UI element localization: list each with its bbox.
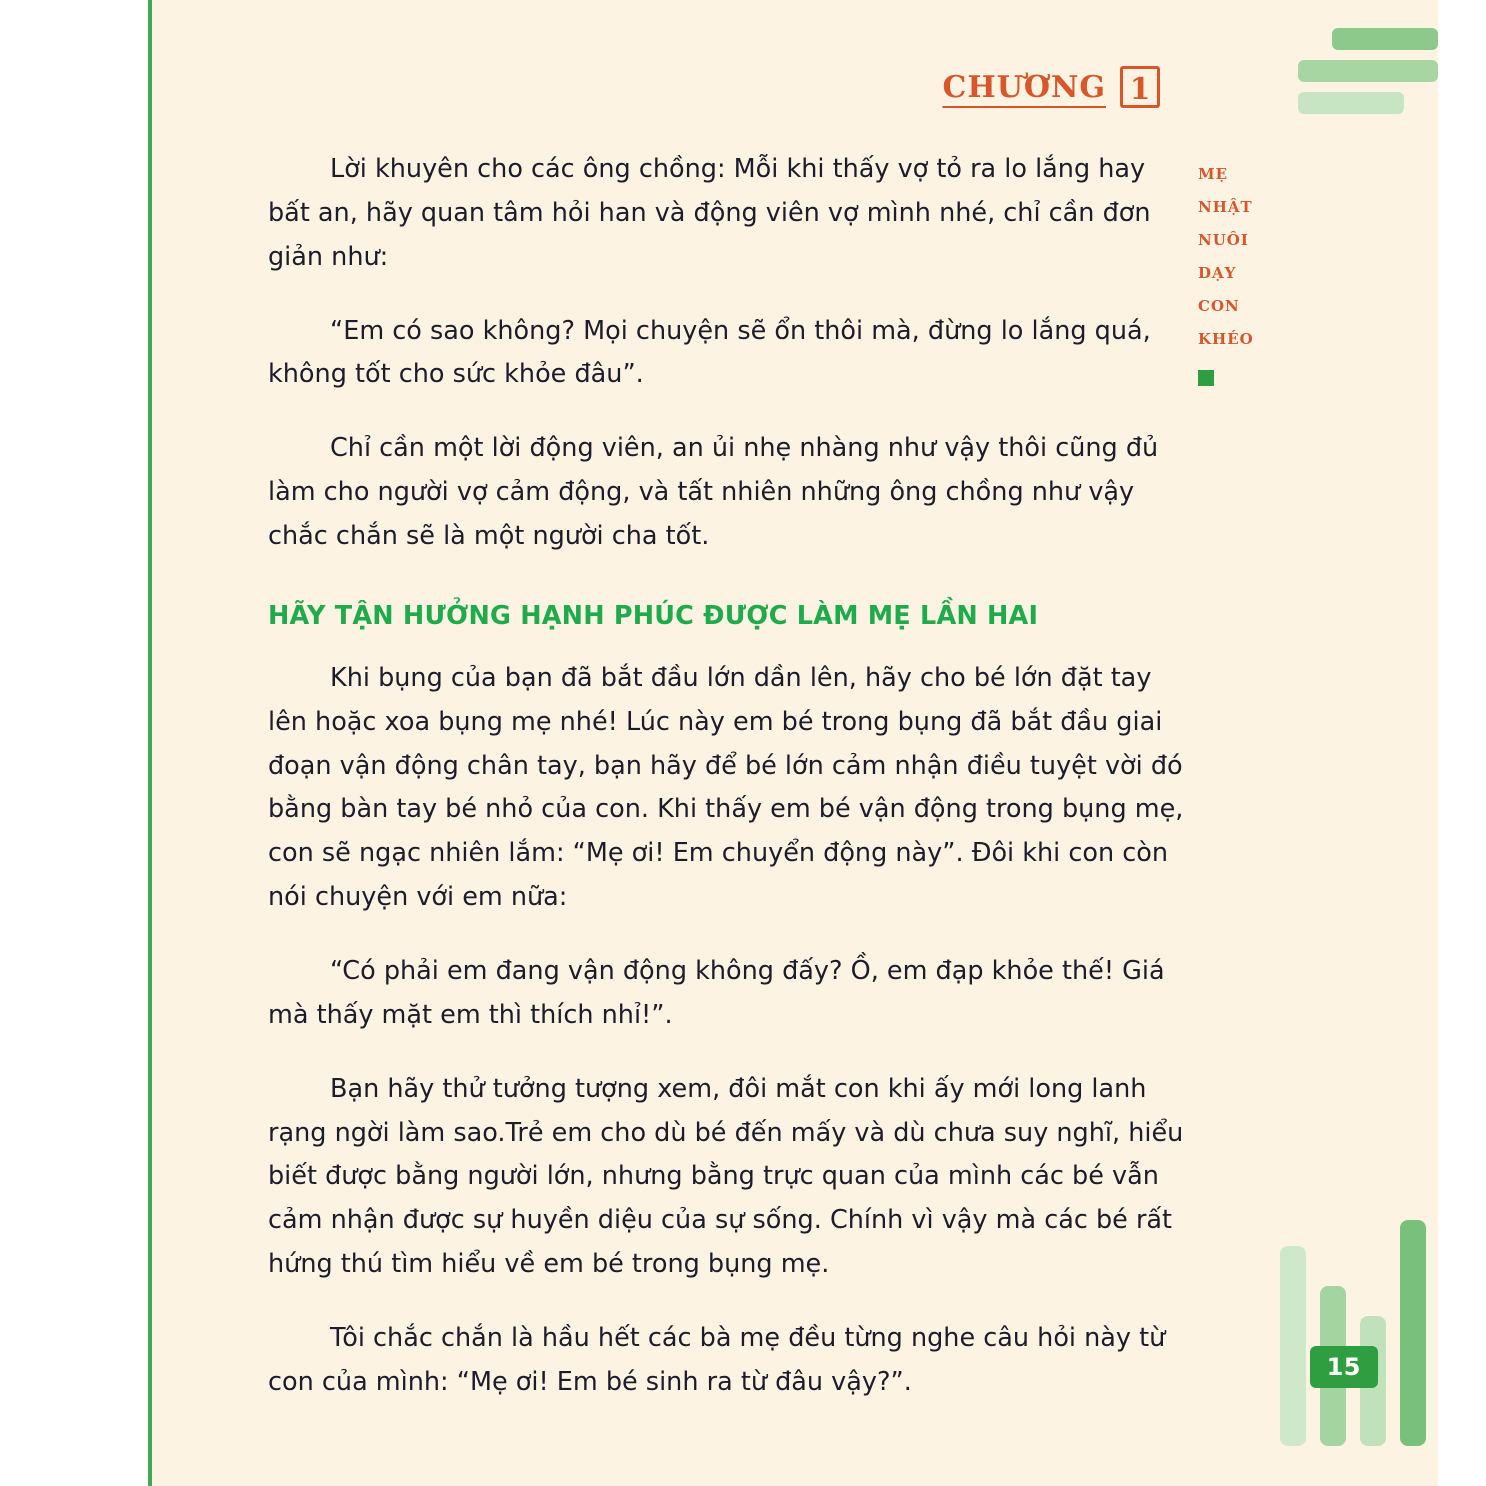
decorative-bars-top [1218, 22, 1438, 132]
deco-bar-3 [1298, 92, 1404, 114]
paragraph: Tôi chắc chắn là hầu hết các bà mẹ đều từng nghe câu hỏi này từ con của mình: “Mẹ ơi! Em bé sinh ra từ đâu vậy?”. [268, 1323, 1166, 1397]
running-title-line-2: NHẬT [1198, 198, 1253, 216]
paragraph: Lời khuyên cho các ông chồng: Mỗi khi thấy vợ tỏ ra lo lắng hay bất an, hãy quan tâm hỏi han và động viên vợ mình nhé, chỉ cần đơn giản như: [268, 154, 1151, 272]
running-title-line-4: DẠY [1198, 264, 1237, 282]
spine-line [148, 0, 152, 1486]
chapter-label: CHƯƠNG [942, 69, 1106, 105]
green-square-marker [1198, 370, 1214, 386]
running-title [1198, 158, 1278, 386]
paragraph: “Có phải em đang vận động không đấy? Ồ, em đạp khỏe thế! Giá mà thấy mặt em thì thích nhỉ!”. [268, 956, 1165, 1030]
page-number: 15 [1310, 1346, 1378, 1388]
running-title-line-5: CON [1198, 297, 1240, 315]
left-margin [0, 0, 148, 1486]
paragraph: Khi bụng của bạn đã bắt đầu lớn dần lên, hãy cho bé lớn đặt tay lên hoặc xoa bụng mẹ nhé! Lúc này em bé trong bụng đã bắt đầu giai đoạn vận động chân tay, bạn hãy để bé lớn cảm nhận điều tuyệt vời đó bằng bàn tay bé nhỏ của con. Khi thấy em bé vận động trong bụng mẹ, con sẽ ngạc nhiên lắm: “Mẹ ơi! Em chuyển động này”. Đôi khi con còn nói chuyện với em nữa: [268, 662, 1184, 913]
paragraph: Bạn hãy thử tưởng tượng xem, đôi mắt con khi ấy mới long lanh rạng ngời làm sao.Trẻ em cho dù bé đến mấy và dù chưa suy nghĩ, hiểu biết được bằng người lớn, nhưng bằng trực quan của mình các bé vẫn cảm nhận được sự huyền diệu của sự sống. Chính vì vậy mà các bé rất hứng thú tìm hiểu về em bé trong bụng mẹ. [268, 1073, 1184, 1280]
deco-vbar-1 [1280, 1246, 1306, 1446]
paragraph: “Em có sao không? Mọi chuyện sẽ ổn thôi mà, đừng lo lắng quá, không tốt cho sức khỏe đâu”. [268, 315, 1151, 390]
chapter-number: 1 [1120, 66, 1160, 108]
deco-bar-1 [1332, 28, 1438, 50]
decorative-bars-bottom [1238, 1186, 1438, 1446]
running-title-line-3: NUÔI [1198, 231, 1249, 249]
chapter-header [0, 66, 1160, 108]
deco-bar-2 [1298, 60, 1438, 82]
running-title-line-1: MẸ [1198, 165, 1229, 183]
body-text-column [268, 148, 1188, 1435]
paragraph: Chỉ cần một lời động viên, an ủi nhẹ nhàng như vậy thôi cũng đủ làm cho người vợ cảm động, và tất nhiên những ông chồng như vậy chắc chắn sẽ là một người cha tốt. [268, 433, 1159, 552]
running-title-line-6: KHÉO [1198, 330, 1254, 348]
section-heading: HÃY TẬN HƯỞNG HẠNH PHÚC ĐƯỢC LÀM MẸ LẦN HAI [268, 600, 1039, 631]
right-margin [1438, 0, 1486, 1486]
deco-vbar-4 [1400, 1220, 1426, 1446]
